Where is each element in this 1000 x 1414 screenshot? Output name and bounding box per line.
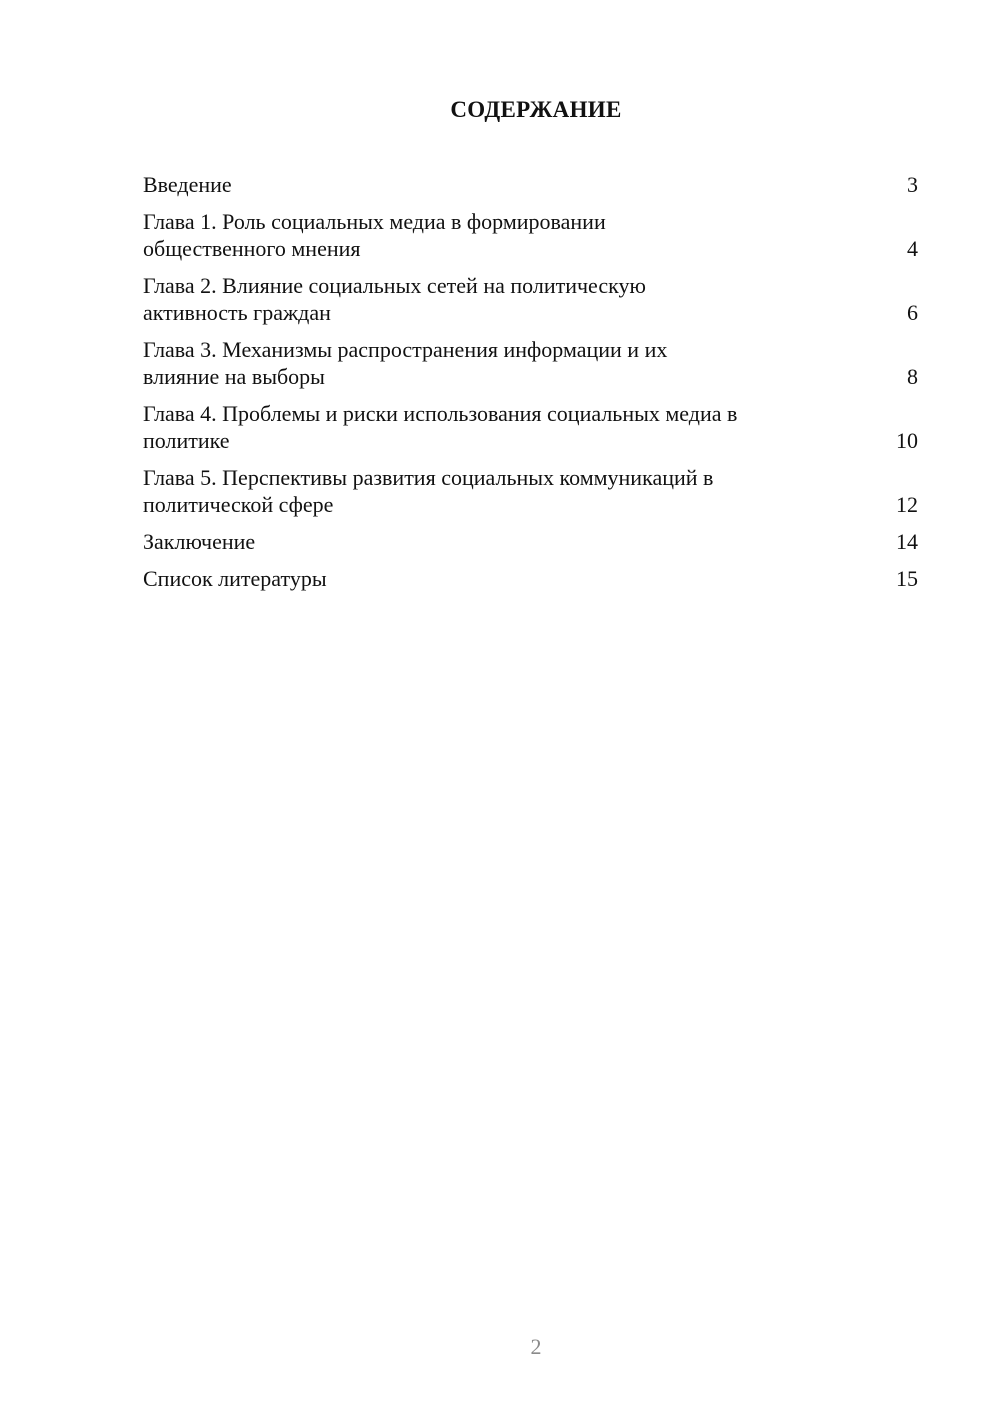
toc-entry-chapter-2 [143, 272, 918, 326]
toc-entry-line: Глава 2. Влияние социальных сетей на политическую [143, 273, 646, 298]
toc-entry-page: 10 [896, 428, 918, 453]
toc-entry-label [143, 208, 888, 262]
toc-entry-line: Глава 1. Роль социальных медиа в формировании [143, 209, 606, 234]
toc-entry-chapter-5 [143, 464, 918, 518]
toc-entry-page: 6 [907, 300, 918, 325]
toc-entry-page: 3 [907, 172, 918, 197]
table-of-contents [143, 171, 918, 602]
toc-entry-page: 15 [896, 566, 918, 591]
toc-entry-line: активность граждан [143, 300, 331, 325]
toc-entry-line: Глава 3. Механизмы распространения информации и их [143, 337, 668, 362]
toc-entry-line: Заключение [143, 529, 256, 554]
toc-entry-line: Список литературы [143, 566, 327, 591]
toc-entry-line: общественного мнения [143, 236, 361, 261]
toc-entry-introduction [143, 171, 918, 198]
toc-title: СОДЕРЖАНИЕ [450, 97, 622, 122]
toc-entry-page: 14 [896, 529, 918, 554]
toc-entry-label [143, 171, 888, 198]
toc-entry-label [143, 336, 888, 390]
toc-entry-label [143, 565, 888, 592]
toc-entry-line: Введение [143, 172, 232, 197]
toc-entry-label [143, 272, 888, 326]
toc-entry-line: Глава 4. Проблемы и риски использования социальных медиа в [143, 401, 738, 426]
toc-entry-label [143, 464, 888, 518]
toc-entry-references [143, 565, 918, 592]
toc-entry-conclusion [143, 528, 918, 555]
toc-entry-chapter-4 [143, 400, 918, 454]
toc-entry-chapter-3 [143, 336, 918, 390]
toc-entry-label [143, 400, 888, 454]
toc-entry-line: политике [143, 428, 230, 453]
toc-entry-line: влияние на выборы [143, 364, 325, 389]
toc-entry-page: 8 [907, 364, 918, 389]
toc-entry-chapter-1 [143, 208, 918, 262]
toc-entry-page: 12 [896, 492, 918, 517]
toc-entry-line: Глава 5. Перспективы развития социальных коммуникаций в [143, 465, 714, 490]
toc-entry-label [143, 528, 888, 555]
toc-entry-page: 4 [907, 236, 918, 261]
toc-entry-line: политической сфере [143, 492, 334, 517]
page-number: 2 [530, 1334, 542, 1359]
